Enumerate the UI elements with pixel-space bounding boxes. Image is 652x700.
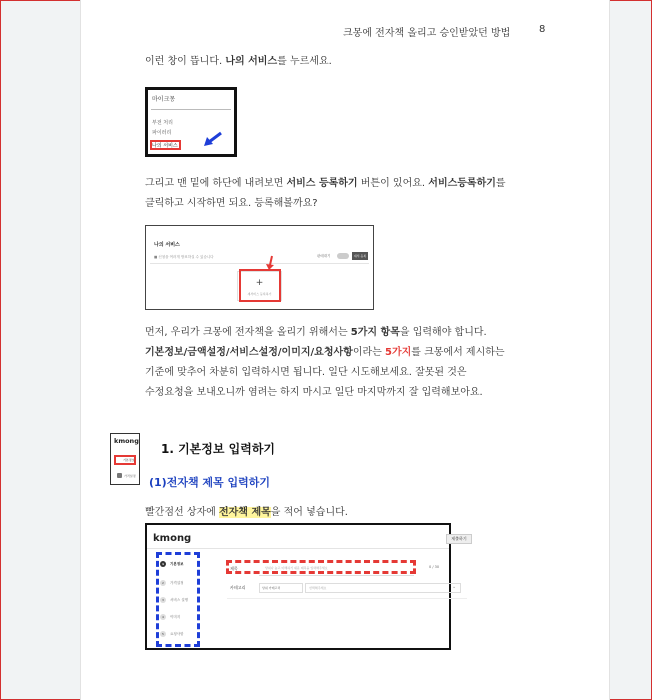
para2-text: 클릭하고 시작하면 되요. 등록해볼까요?	[145, 198, 318, 209]
step-number: 3	[160, 597, 166, 603]
paragraph-3	[145, 323, 505, 403]
para3-text: 을 입력해야 합니다.	[399, 327, 487, 338]
card-caption: 새서비스 등록하기	[247, 292, 272, 296]
highlight-box	[239, 269, 281, 302]
divider	[150, 263, 369, 264]
plus-icon: +	[255, 278, 264, 288]
title-placeholder: 상위나 높고 이해하기 쉬운 제목을 입력해주세요	[265, 566, 328, 570]
kmong-logo: kmong	[153, 533, 192, 544]
title-label: 제목	[230, 566, 238, 571]
kmong-logo: kmong	[114, 437, 139, 445]
step-label: 가격설정	[170, 581, 184, 585]
para3-text: 이라는	[352, 347, 385, 358]
para2-bold: 서비스 등록하기	[286, 178, 358, 189]
register-button: 새서 등록	[353, 254, 367, 258]
screenshot-my-services	[145, 225, 374, 310]
divider	[151, 109, 231, 110]
para2-text: 를	[495, 178, 506, 189]
step-label: 기본정보	[170, 562, 184, 566]
submit-button: 제출하기	[446, 534, 472, 544]
para3-bold: 5가지 항목	[350, 327, 400, 338]
page-number: 8	[539, 24, 546, 35]
title-highlight-box	[226, 560, 416, 574]
subcategory-select: 선택해주세요	[305, 583, 461, 593]
category-label: 카테고리	[230, 585, 246, 590]
paragraph-4	[145, 503, 348, 523]
subsection-heading: (1)전자책 제목 입력하기	[149, 476, 271, 489]
services-subtitle: ■ 신청을 여러개 방표하실 수 있습니다	[154, 255, 214, 259]
screenshot-kmong-sidebar	[110, 433, 140, 485]
para1-text-end: 를 누르세요.	[277, 56, 332, 67]
section-heading: 1. 기본정보 입력하기	[161, 442, 276, 456]
toggle-switch	[337, 253, 349, 259]
step-number: 1	[161, 562, 165, 566]
step-icon	[117, 473, 122, 478]
menu-item: 파이러리	[152, 130, 172, 136]
para3-red: 5가지	[384, 347, 412, 358]
document-page	[80, 0, 610, 700]
divider	[147, 548, 449, 549]
blue-arrow-icon	[203, 131, 223, 147]
category-select: 상위 카테고리	[259, 583, 303, 593]
toggle-label: 판매대기	[317, 254, 331, 258]
sidebar-highlight-box	[156, 552, 200, 647]
char-count: 0 / 30	[429, 565, 440, 569]
header-title: 크몽에 전자책 올리고 승인받았던 방법	[343, 28, 511, 39]
title-input-line	[259, 575, 414, 576]
step-number: 4	[160, 614, 166, 620]
screenshot-basic-info-form	[145, 523, 467, 650]
para3-text: 를 크몽에서 제시하는	[411, 347, 505, 358]
para1-text: 이런 창이 뜹니다.	[145, 56, 226, 67]
paragraph-1	[145, 52, 332, 72]
step-number: 5	[160, 631, 166, 637]
step-number: 2	[160, 580, 166, 586]
para4-text: 빨간점선 상자에	[145, 507, 219, 518]
sidebar-item-basic-info: 기본정보	[123, 458, 135, 462]
menu-title: 마이크몽	[152, 96, 176, 103]
step-label: 서비스 설명	[170, 598, 189, 602]
para4-text: 을 적어 넣습니다.	[270, 507, 348, 518]
highlight-box	[150, 140, 181, 150]
sidebar-item-price: 가격설정	[124, 474, 136, 478]
step-label: 요청사항	[170, 632, 184, 636]
para2-text: 버튼이 있어요.	[357, 178, 429, 189]
screenshot-my-kmong-menu	[145, 87, 237, 157]
para4-highlight: 전자책 제목	[218, 507, 271, 518]
menu-item: 부전 처리	[152, 120, 173, 126]
para1-bold: 나의 서비스	[225, 56, 278, 67]
para2-bold: 서비스등록하기	[428, 178, 496, 189]
red-arrow-icon	[266, 255, 276, 271]
step-label: 이미지	[170, 615, 181, 619]
menu-item-my-services: 나의 서비스	[152, 143, 178, 149]
divider	[227, 598, 467, 599]
para3-text: 기준에 맞추어 차분히 입력하시면 됩니다. 일단 시도해보세요. 잘못된 것은	[145, 367, 467, 378]
para3-bold: 기본정보/금액설정/서비스설정/이미지/요청사항	[145, 347, 353, 358]
services-title: 나의 서비스	[154, 242, 180, 248]
para3-text: 먼저, 우리가 크몽에 전자책을 올리기 위해서는	[145, 327, 351, 338]
para3-text: 수정요청을 보내오니까 염려는 하지 마시고 일단 마지막까지 잘 입력해보아요.	[145, 387, 483, 398]
para2-text: 그리고 맨 밑에 하단에 내려보면	[145, 178, 287, 189]
paragraph-2	[145, 174, 506, 214]
chevron-down-icon: ⌄	[452, 584, 457, 590]
